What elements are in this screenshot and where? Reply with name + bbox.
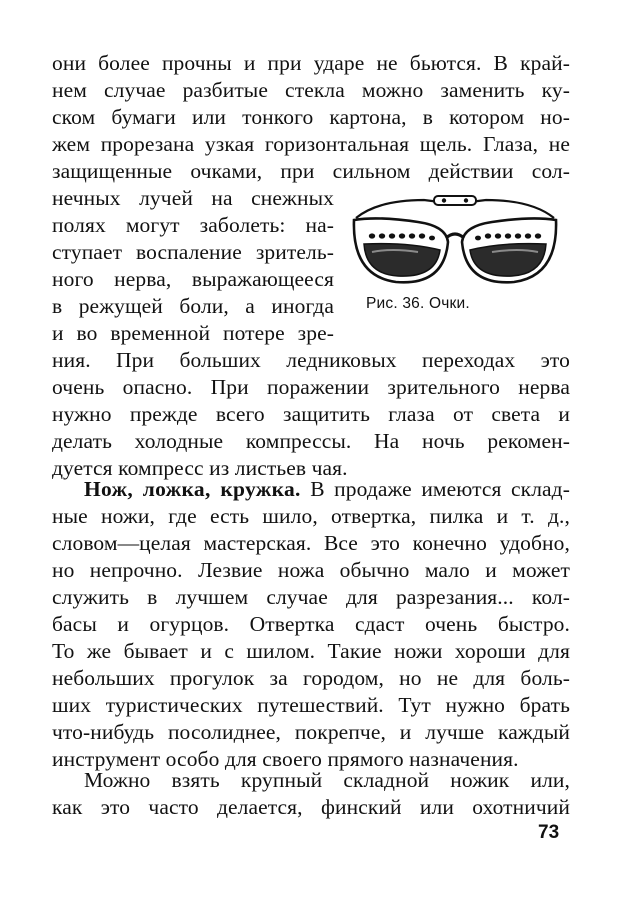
- text-line: ступает воспаление зритель-: [52, 240, 334, 264]
- text-line: ного нерва, выражающееся: [52, 267, 334, 291]
- text-line: инструмент особо для своего прямого назначения.: [52, 747, 519, 771]
- text-line: То же бывает и с шилом. Такие ножи хороши для: [52, 639, 570, 663]
- text-line: делать холодные компрессы. На ночь рекомен-: [52, 429, 570, 453]
- text-line: и во временной потере зре-: [52, 321, 334, 345]
- text-line: Можно взять крупный складной ножик или,: [84, 768, 570, 792]
- text-line: словом—целая мастерская. Все это конечно удобно,: [52, 531, 570, 555]
- figure-caption: Рис. 36. Очки.: [366, 295, 470, 312]
- text-line: защищенные очками, при сильном действии сол-: [52, 159, 570, 183]
- text-line: жем прорезана узкая горизонтальная щель. Глаза, не: [52, 132, 570, 156]
- text-line: полях могут заболеть: на-: [52, 213, 334, 237]
- text-line: дуется компресс из листьев чая.: [52, 456, 348, 480]
- text-line: нужно прежде всего защитить глаза от света и: [52, 402, 570, 426]
- text-line: нем случае разбитые стекла можно заменить ку-: [52, 78, 570, 102]
- text-line: они более прочны и при ударе не бьются. В край-: [52, 51, 570, 75]
- text-line: но непрочно. Лезвие ножа обычно мало и может: [52, 558, 570, 582]
- text-line: служить в лучшем случае для разрезания... кол-: [52, 585, 570, 609]
- text-line: нечных лучей на снежных: [52, 186, 334, 210]
- text-line: ния. При больших ледниковых переходах это: [52, 348, 570, 372]
- section-first-line: [84, 476, 570, 503]
- page-number: 73: [538, 822, 560, 843]
- goggles-illustration: [348, 190, 562, 290]
- text-line: басы и огурцов. Отвертка сдаст очень быстро.: [52, 612, 570, 636]
- text-line: ные ножи, где есть шило, отвертка, пилка и т. д.,: [52, 504, 570, 528]
- section-heading: Нож, ложка, кружка.: [84, 477, 301, 501]
- text-line: очень опасно. При поражении зрительного нерва: [52, 375, 570, 399]
- text-line: небольших прогулок за городом, но не для боль-: [52, 666, 570, 690]
- text-line: что-нибудь посолиднее, покрепче, и лучше каждый: [52, 720, 570, 744]
- section-first-line-text: В продаже имеются склад-: [300, 477, 570, 501]
- text-line: ском бумаги или тонкого картона, в котором но-: [52, 105, 570, 129]
- text-line: ших туристических путешествий. Тут нужно брать: [52, 693, 570, 717]
- text-line: в режущей боли, а иногда: [52, 294, 334, 318]
- text-line: как это часто делается, финский или охотничий: [52, 795, 570, 819]
